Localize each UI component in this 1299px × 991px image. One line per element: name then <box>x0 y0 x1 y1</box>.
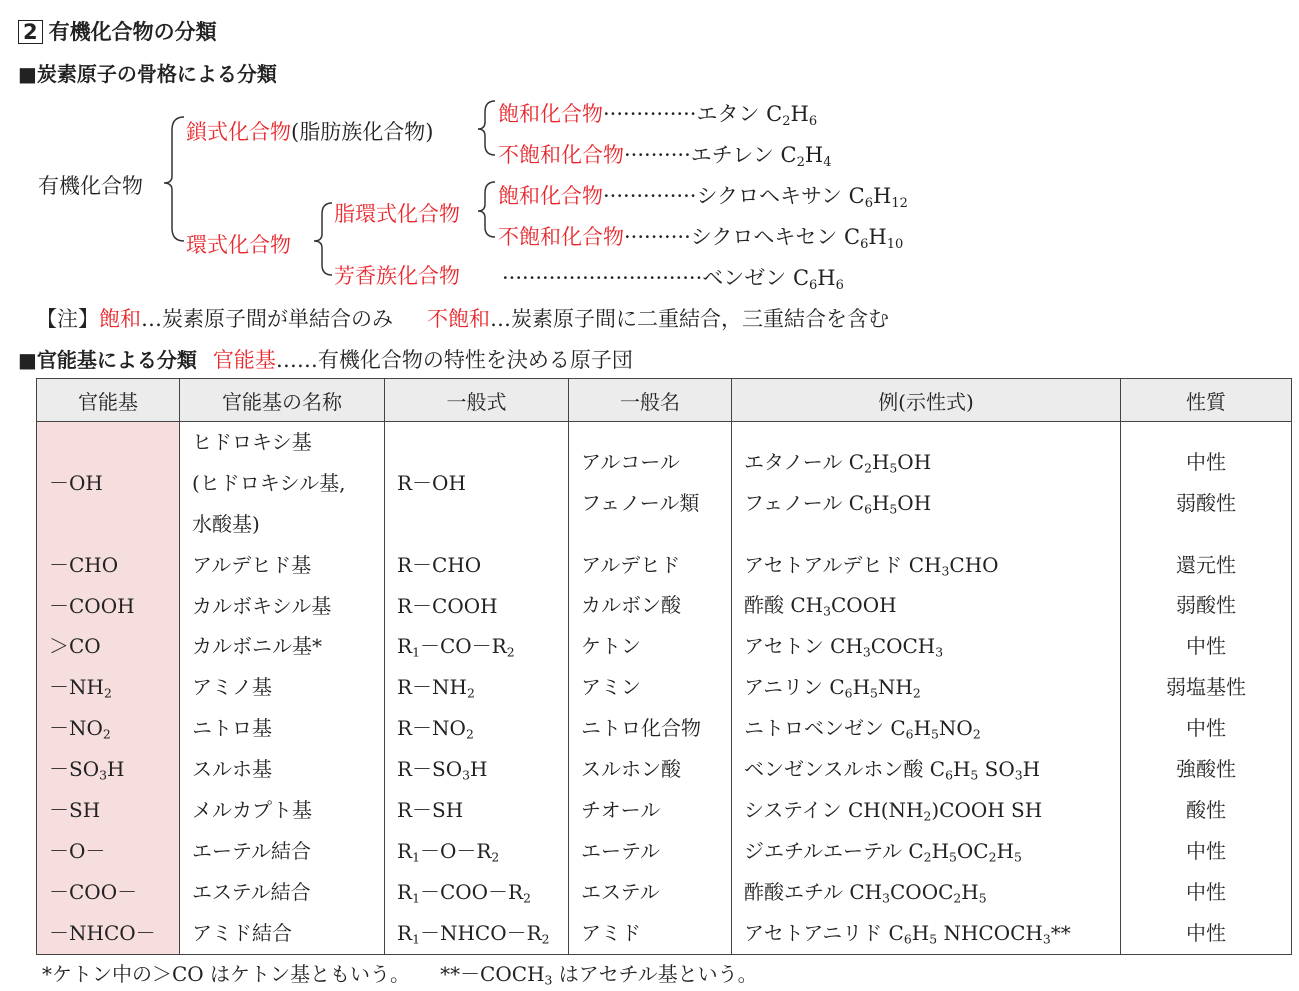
tree-root: 有機化合物 <box>38 174 143 198</box>
name-column: ヒドロキシ基 (ヒドロキシル基, 水酸基) アルデヒド基 カルボキシル基 カルボニル基* アミノ基 ニトロ基 スルホ基 メルカプト基 エーテル結合 エステル結合 アミド結合 <box>180 422 385 955</box>
leaf-cyclohexene: 不飽和化合物··········シクロヘキセン $C_6H_{10}$ <box>498 225 904 252</box>
leaf-benzene: ······························ベンゼン $C_6H_6$ <box>502 266 844 293</box>
leaf-ethylene: 不飽和化合物··········エチレン $C_2H_4$ <box>498 143 832 170</box>
chain-compound: 鎖式化合物(脂肪族化合物) <box>186 120 434 144</box>
example-column: エタノール $C_2H_5OH$ フェノール $C_6H_5OH$ アセトアルデヒド $CH_3CHO$ 酢酸 $CH_3COOH$ アセトン $CH_3COCH_3$ アニリン $C_6H_5NH_2$ ニトロベンゼン $C_6H_5NO_2$ ベンゼンスルホン酸 $C_6H_5$ $SO_3H$ システイン $CH(NH_2)COOH$ SH ジエチルエーテル $C_2H_5OC_2H_5$ 酢酸エチル $CH_3COOC_2H_5$ アセトアニリド $C_6H_5$ $NHCOCH_3**$ <box>732 422 1121 955</box>
header-formula: 一般式 <box>385 379 569 422</box>
note: 【注】飽和…炭素原子間が単結合のみ 不飽和…炭素原子間に二重結合，三重結合を含む <box>36 307 889 331</box>
general-name-column: アルコール フェノール類 アルデヒド カルボン酸 ケトン アミン ニトロ化合物 スルホン酸 チオール エーテル エステル アミド <box>569 422 732 955</box>
header-property: 性質 <box>1121 379 1292 422</box>
header-name: 官能基の名称 <box>180 379 385 422</box>
leaf-cyclohexane: 飽和化合物··············シクロヘキサン $C_6H_{12}$ <box>498 184 908 211</box>
header-example: 例(示性式) <box>732 379 1121 422</box>
functional-group-table <box>36 378 1292 955</box>
footnote: *ケトン中の＞CO はケトン基ともいう。 $**-COCH_3$ はアセチル基という。 <box>42 962 758 988</box>
functional-heading: ■官能基による分類 官能基……有機化合物の特性を決める原子団 <box>18 348 633 372</box>
group-column: －OH －CHO －COOH ＞CO $-NH_2$ $-NO_2$ $-SO_3H$ －SH －O－ －COO－ －NHCO－ <box>37 422 180 955</box>
header-group: 官能基 <box>37 379 180 422</box>
property-column: 中性 弱酸性 還元性 弱酸性 中性 弱塩基性 中性 強酸性 酸性 中性 中性 中性 <box>1121 422 1292 955</box>
alicyclic-compound: 脂環式化合物 <box>334 202 460 226</box>
section-number: 2 <box>18 20 43 44</box>
ring-compound: 環式化合物 <box>186 233 291 257</box>
section-title: 2 有機化合物の分類 <box>18 16 217 46</box>
leaf-ethane: 飽和化合物··············エタン $C_2H_6$ <box>498 102 818 129</box>
formula-column: R－OH R－CHO R－COOH $R_1-CO-R_2$ $R-NH_2$ $R-NO_2$ $R-SO_3H$ R－SH $R_1-O-R_2$ $R_1-COO-R_2$ $R_1-NHCO-R_2$ <box>385 422 569 955</box>
header-general-name: 一般名 <box>569 379 732 422</box>
skeleton-heading: ■炭素原子の骨格による分類 <box>18 62 277 86</box>
aromatic-compound: 芳香族化合物 <box>334 264 460 288</box>
